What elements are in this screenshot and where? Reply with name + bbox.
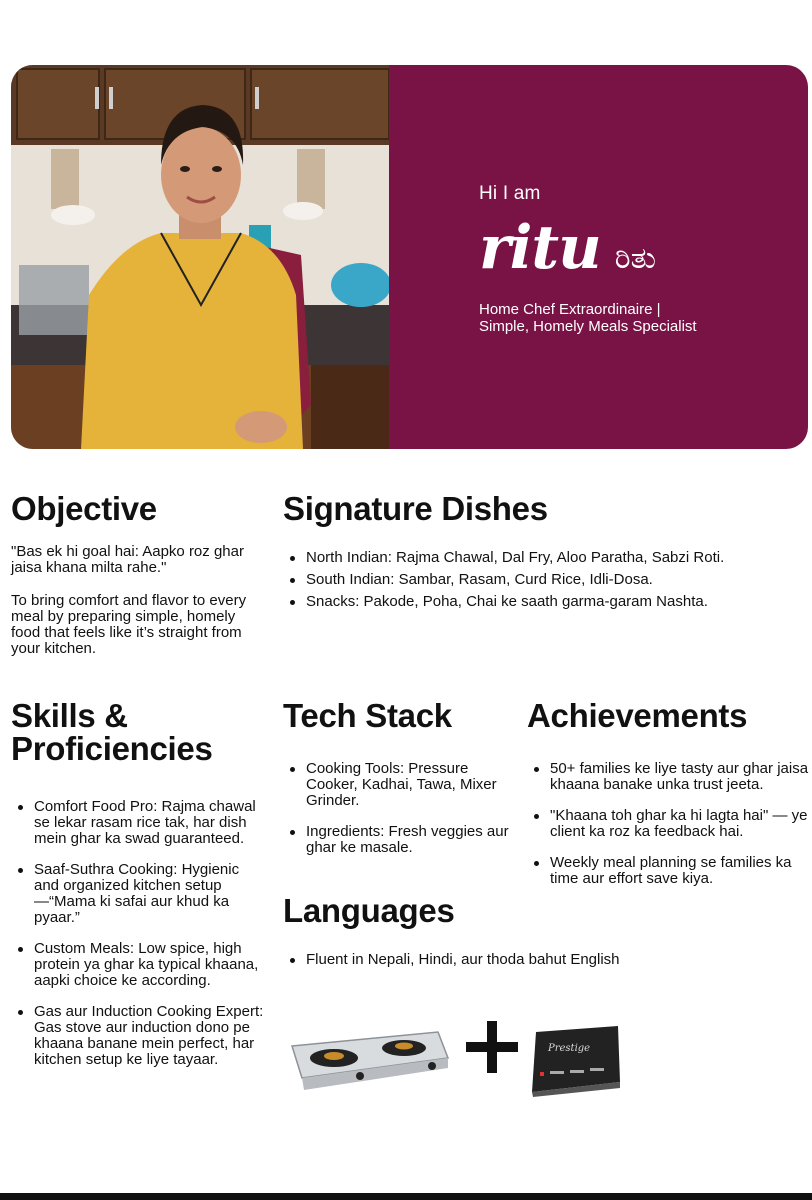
- skills-section: [11, 699, 266, 1083]
- appliances-illustration: [288, 1018, 628, 1098]
- list-item: Gas aur Induction Cooking Expert: Gas stove aur induction dono pe khaana banane mein perfect, har kitchen setup ke liye tayaar.: [11, 1004, 266, 1068]
- objective-quote: "Bas ek hi goal hai: Aapko roz ghar jaisa khana milta rahe.": [11, 543, 244, 576]
- tagline-line-2: Simple, Homely Meals Specialist: [479, 318, 697, 335]
- signature-list: [283, 550, 803, 610]
- list-item: Comfort Food Pro: Rajma chawal se lekar rasam rice tak, har dish mein ghar ka swad guaranteed.: [11, 799, 266, 847]
- chef-name-native: ರಿತು: [614, 241, 657, 276]
- languages-list: [283, 952, 803, 968]
- tagline: [479, 301, 739, 335]
- bottom-bar: [0, 1193, 812, 1200]
- achievements-list: [527, 761, 809, 887]
- list-item: South Indian: Sambar, Rasam, Curd Rice, Idli-Dosa.: [283, 572, 803, 588]
- name-row: [479, 213, 739, 283]
- induction-brand-label: Prestige: [548, 1043, 591, 1054]
- tech-stack-section: [283, 699, 523, 871]
- tech-list: [283, 761, 523, 856]
- gas-stove-icon: [292, 1032, 448, 1090]
- tech-heading: Tech Stack: [283, 697, 452, 734]
- list-item: Saaf-Suthra Cooking: Hygienic and organized kitchen setup —“Mama ki safai aur khud ka pyaar.”: [11, 862, 266, 926]
- list-item: Ingredients: Fresh veggies aur ghar ke masale.: [283, 824, 523, 856]
- list-item: North Indian: Rajma Chawal, Dal Fry, Aloo Paratha, Sabzi Roti.: [283, 550, 803, 566]
- signature-heading: Signature Dishes: [283, 490, 548, 527]
- list-item: 50+ families ke liye tasty aur ghar jaisa khaana banake unka trust jeeta.: [527, 761, 809, 793]
- skills-list: [11, 799, 266, 1068]
- objective-body: To bring comfort and flavor to every meal by preparing simple, homely food that feels like it’s straight from your kitchen.: [11, 592, 247, 657]
- hero-intro: [479, 183, 739, 335]
- achievements-section: [527, 699, 809, 902]
- list-item: Fluent in Nepali, Hindi, aur thoda bahut English: [283, 952, 803, 968]
- list-item: Weekly meal planning se families ka time aur effort save kiya.: [527, 855, 809, 887]
- greeting: Hi I am: [479, 183, 541, 204]
- tagline-line-1: Home Chef Extraordinaire |: [479, 301, 661, 318]
- skills-heading-line-1: Skills &: [11, 697, 128, 734]
- chef-name: ritu: [479, 213, 601, 283]
- objective-section: [11, 492, 261, 657]
- list-item: Cooking Tools: Pressure Cooker, Kadhai, Tawa, Mixer Grinder.: [283, 761, 523, 809]
- languages-section: [283, 894, 803, 968]
- list-item: Snacks: Pakode, Poha, Chai ke saath garma-garam Nashta.: [283, 594, 803, 610]
- skills-heading-line-2: Proficiencies: [11, 730, 213, 767]
- achievements-heading: Achievements: [527, 697, 748, 734]
- list-item: Custom Meals: Low spice, high protein ya ghar ka typical khaana, aapki choice ke according.: [11, 941, 266, 989]
- chef-photo: [11, 65, 389, 449]
- induction-cooktop-icon: [532, 1026, 620, 1097]
- list-item: "Khaana toh ghar ka hi lagta hai" — ye client ka roz ka feedback hai.: [527, 808, 809, 840]
- languages-heading: Languages: [283, 892, 455, 929]
- plus-icon: [466, 1021, 518, 1073]
- objective-heading: Objective: [11, 490, 157, 527]
- signature-dishes-section: [283, 492, 803, 616]
- hero-banner: [11, 65, 808, 449]
